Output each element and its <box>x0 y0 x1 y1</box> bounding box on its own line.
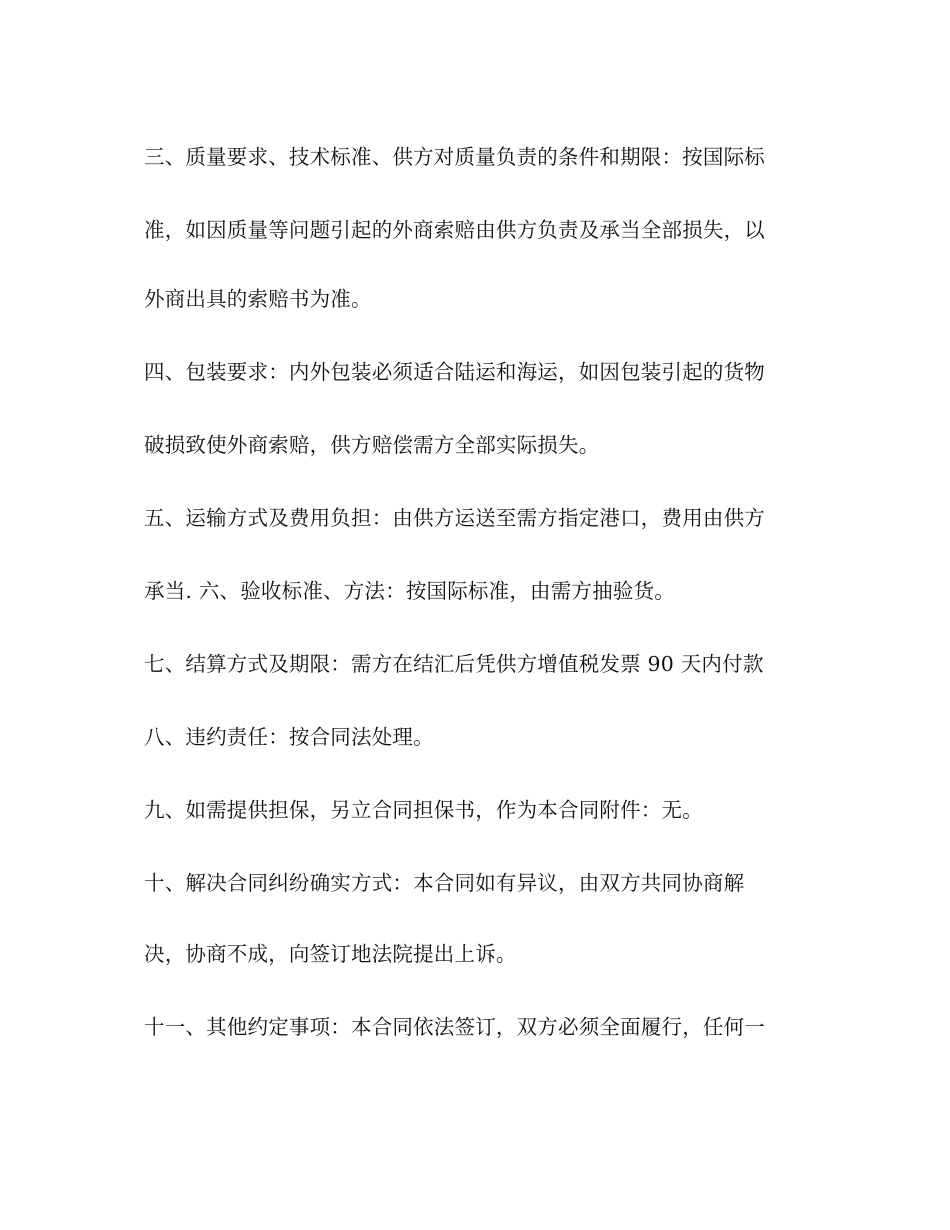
clause-8-line: 八、违约责任：按合同法处理。 <box>144 725 434 749</box>
clause-3-line-2: 准，如因质量等问题引起的外商索赔由供方负责及承当全部损失，以 <box>144 218 765 242</box>
clause-10-line-2: 决，协商不成，向签订地法院提出上诉。 <box>144 942 517 966</box>
clause-3-line-1: 三、质量要求、技术标准、供方对质量负责的条件和期限：按国际标 <box>144 145 765 169</box>
clause-4-line-2: 破损致使外商索赔，供方赔偿需方全部实际损失。 <box>144 433 600 457</box>
clause-5-6-line: 承当. 六、验收标准、方法：按国际标准，由需方抽验货。 <box>144 579 675 603</box>
clause-11-line-1: 十一、其他约定事项：本合同依法签订，双方必须全面履行，任何一 <box>144 1015 765 1039</box>
clause-3-line-3: 外商出具的索赔书为准。 <box>144 287 372 311</box>
clause-10-line-1: 十、解决合同纠纷确实方式：本合同如有异议，由双方共同协商解 <box>144 871 745 895</box>
clause-7-line: 七、结算方式及期限：需方在结汇后凭供方增值税发票 90 天内付款 <box>144 652 764 676</box>
clause-5-line-1: 五、运输方式及费用负担：由供方运送至需方指定港口，费用由供方 <box>144 506 765 530</box>
clause-4-line-1: 四、包装要求：内外包装必须适合陆运和海运，如因包装引起的货物 <box>144 360 765 384</box>
clause-9-line: 九、如需提供担保，另立合同担保书，作为本合同附件：无。 <box>144 798 703 822</box>
